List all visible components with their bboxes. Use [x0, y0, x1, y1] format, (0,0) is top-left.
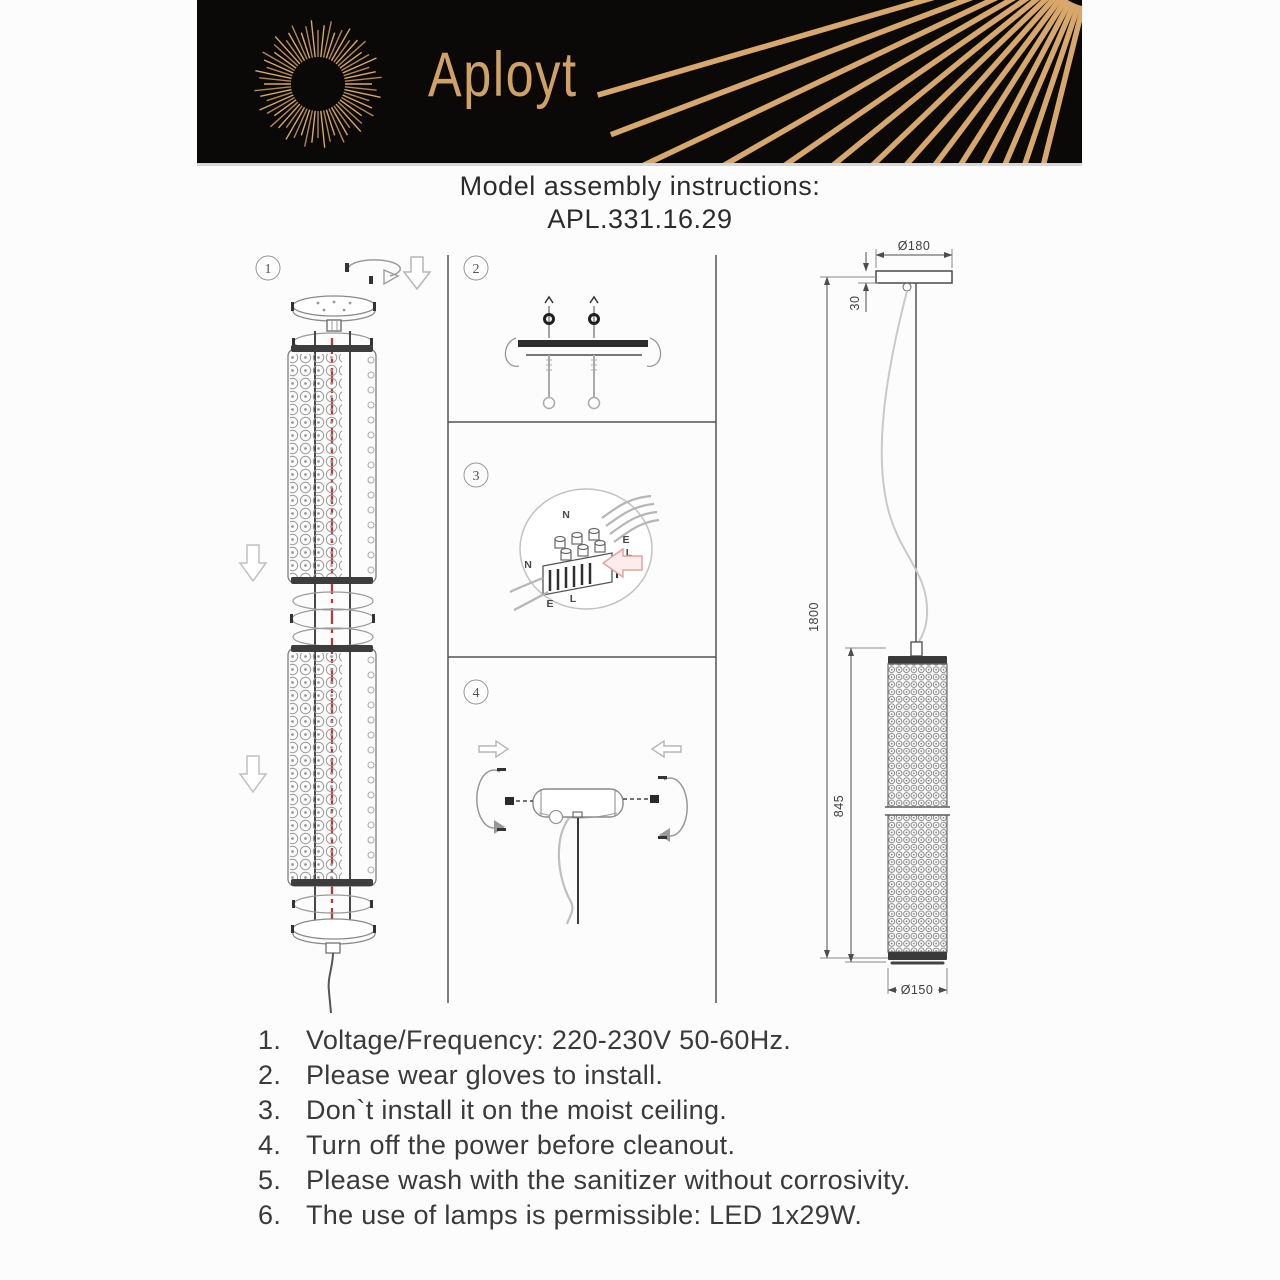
cord-ring [550, 811, 563, 824]
right-arrow-icon [479, 741, 508, 757]
left-arrow-icon [652, 741, 681, 757]
panel-3-wiring [464, 463, 659, 610]
step-3-number: 3 [472, 469, 480, 484]
bottom-plate [291, 919, 376, 944]
list-item [258, 1059, 1078, 1094]
suspension-connector [327, 320, 341, 331]
item-text: Please wash with the sanitizer without corrosivity. [306, 1165, 911, 1195]
wire-label-l: L [625, 547, 633, 559]
step-2-number: 2 [472, 262, 480, 277]
down-arrow-icon [240, 756, 266, 792]
list-item [258, 1129, 1078, 1164]
item-text: Turn off the power before cleanout. [306, 1130, 736, 1160]
down-arrow-icon [240, 545, 266, 581]
step-4-number: 4 [472, 686, 480, 701]
cord-grip [573, 812, 582, 817]
item-text: Please wear gloves to install. [306, 1060, 664, 1090]
ceiling-canopy [876, 271, 952, 283]
item-text: Voltage/Frequency: 220-230V 50-60Hz. [306, 1025, 792, 1055]
dim-canopy-height [848, 252, 878, 312]
pendant-shade [885, 642, 950, 963]
side-screw-icon [623, 795, 659, 803]
side-screw-icon [505, 797, 533, 805]
rotate-arrow-icon [345, 260, 400, 284]
wire-label-l2: L [569, 593, 577, 605]
list-item [258, 1199, 1078, 1234]
loose-cable [882, 291, 927, 648]
lower-shade-cylinder [288, 645, 376, 886]
list-item [258, 1094, 1078, 1129]
svg-text:Ø180: Ø180 [897, 239, 931, 253]
panel-2-bracket-mounting [464, 256, 661, 409]
wire-label-e: E [622, 534, 630, 546]
svg-text:30: 30 [848, 295, 862, 311]
dim-canopy-diameter [876, 239, 952, 268]
item-text: Don`t install it on the moist ceiling. [306, 1095, 728, 1125]
screw-icon [589, 297, 600, 409]
item-number: 6. [258, 1200, 282, 1230]
upper-shade-cylinder [288, 345, 376, 584]
rotate-cw-icon [477, 768, 506, 834]
loose-cable [559, 818, 572, 924]
rotate-ccw-icon [658, 776, 687, 842]
item-number: 3. [258, 1095, 282, 1125]
svg-text:Ø150: Ø150 [900, 983, 934, 997]
ceiling-plate [291, 296, 376, 321]
list-item [258, 1024, 1078, 1059]
item-text: The use of lamps is permissible: LED 1x29W. [306, 1200, 863, 1230]
item-number: 4. [258, 1130, 282, 1160]
dim-total-height [807, 277, 888, 958]
dim-shade-diameter [888, 968, 947, 997]
svg-text:1800: 1800 [807, 602, 821, 632]
model-number: APL.331.16.29 [547, 204, 733, 234]
page-title: Model assembly instructions: [459, 171, 821, 201]
wire-label-n2: N [524, 559, 532, 571]
item-number: 5. [258, 1165, 282, 1195]
panel-dividers [448, 255, 716, 1003]
cable-hook [903, 283, 911, 291]
instruction-list [258, 1024, 1078, 1234]
mounting-bracket [505, 338, 660, 366]
item-number: 2. [258, 1060, 282, 1090]
list-item [258, 1164, 1078, 1199]
wire-label-e2: E [546, 598, 554, 610]
item-number: 1. [258, 1025, 282, 1055]
dim-shade-height [832, 648, 886, 962]
dimension-drawing [807, 239, 952, 997]
svg-text:845: 845 [832, 794, 846, 818]
brand-name: Aployt [428, 40, 578, 110]
screw-icon [544, 297, 555, 409]
wire-label-n: N [562, 509, 570, 521]
power-cord [326, 943, 340, 1013]
down-arrow-icon [404, 257, 430, 289]
panel-1-exploded-view [240, 256, 430, 1013]
panel-4-canopy-fixing [464, 680, 687, 924]
step-1-number: 1 [264, 262, 272, 277]
